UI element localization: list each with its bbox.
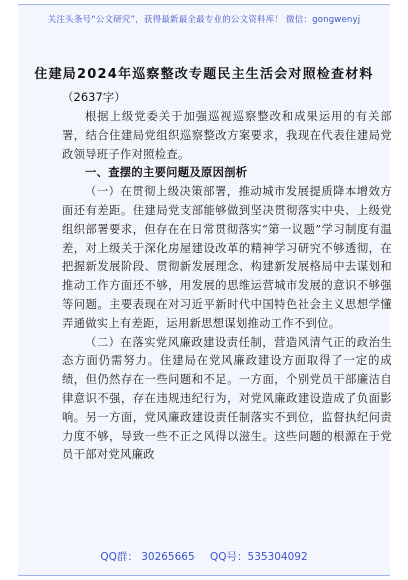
document-body	[62, 108, 392, 465]
document-title: 住建局2024年巡察整改专题民主生活会对照检查材料	[34, 67, 374, 82]
document-page	[18, 4, 390, 576]
promo-banner: 关注头条号“公文研究”，获得最新最全最专业的公文资料库！ 微信：gongwenyj	[47, 15, 361, 25]
word-count: （2637字）	[62, 90, 126, 104]
section-heading: 一、查摆的主要问题及原因剖析	[85, 166, 248, 180]
qq-group: QQ群： 30265665	[100, 551, 195, 563]
body-paragraph-1: （一）在贯彻上级决策部署，推动城市发展提质降本增效方面还有差距。住建局党支部能够做到坚决贯彻落实中央、上级党组织部署要求，但存在在日常贯彻落实“第一议题”学习制度有温差，对上级关于深化房屋建设改革的精神学习研究不够透彻，在把握新发展阶段、贯彻新发展理念、构建新发展格局中去谋划和推动工作方面还不够，用发展的思维运营城市发展的意识不够强等问题。主要表现在对习近平新时代中国特色社会主义思想学懂弄通做实上有差距，运用新思想谋划推动工作不到位。	[62, 185, 392, 330]
body-paragraph-2: （二）在落实党风廉政建设责任制，营造风清气正的政治生态方面仍需努力。住建局在党风廉政建设方面取得了一定的成绩，但仍然存在一些问题和不足。一方面，个别党员干部廉洁自律意识不强，存在违规违纪行为，对党风廉政建设造成了负面影响。另一方面，党风廉政建设责任制落实不到位，监督执纪问责力度不够，导致一些不正之风得以滋生。这些问题的根源在于党员干部对党风廉政	[62, 335, 392, 462]
intro-paragraph: 根据上级党委关于加强巡视巡察整改和成果运用的有关部署，结合住建局党组织巡察整改方案要求，我现在代表住建局党政领导班子作对照检查。	[62, 110, 392, 161]
qq-number: QQ号：535304092	[210, 551, 308, 563]
contact-footer	[18, 549, 390, 564]
